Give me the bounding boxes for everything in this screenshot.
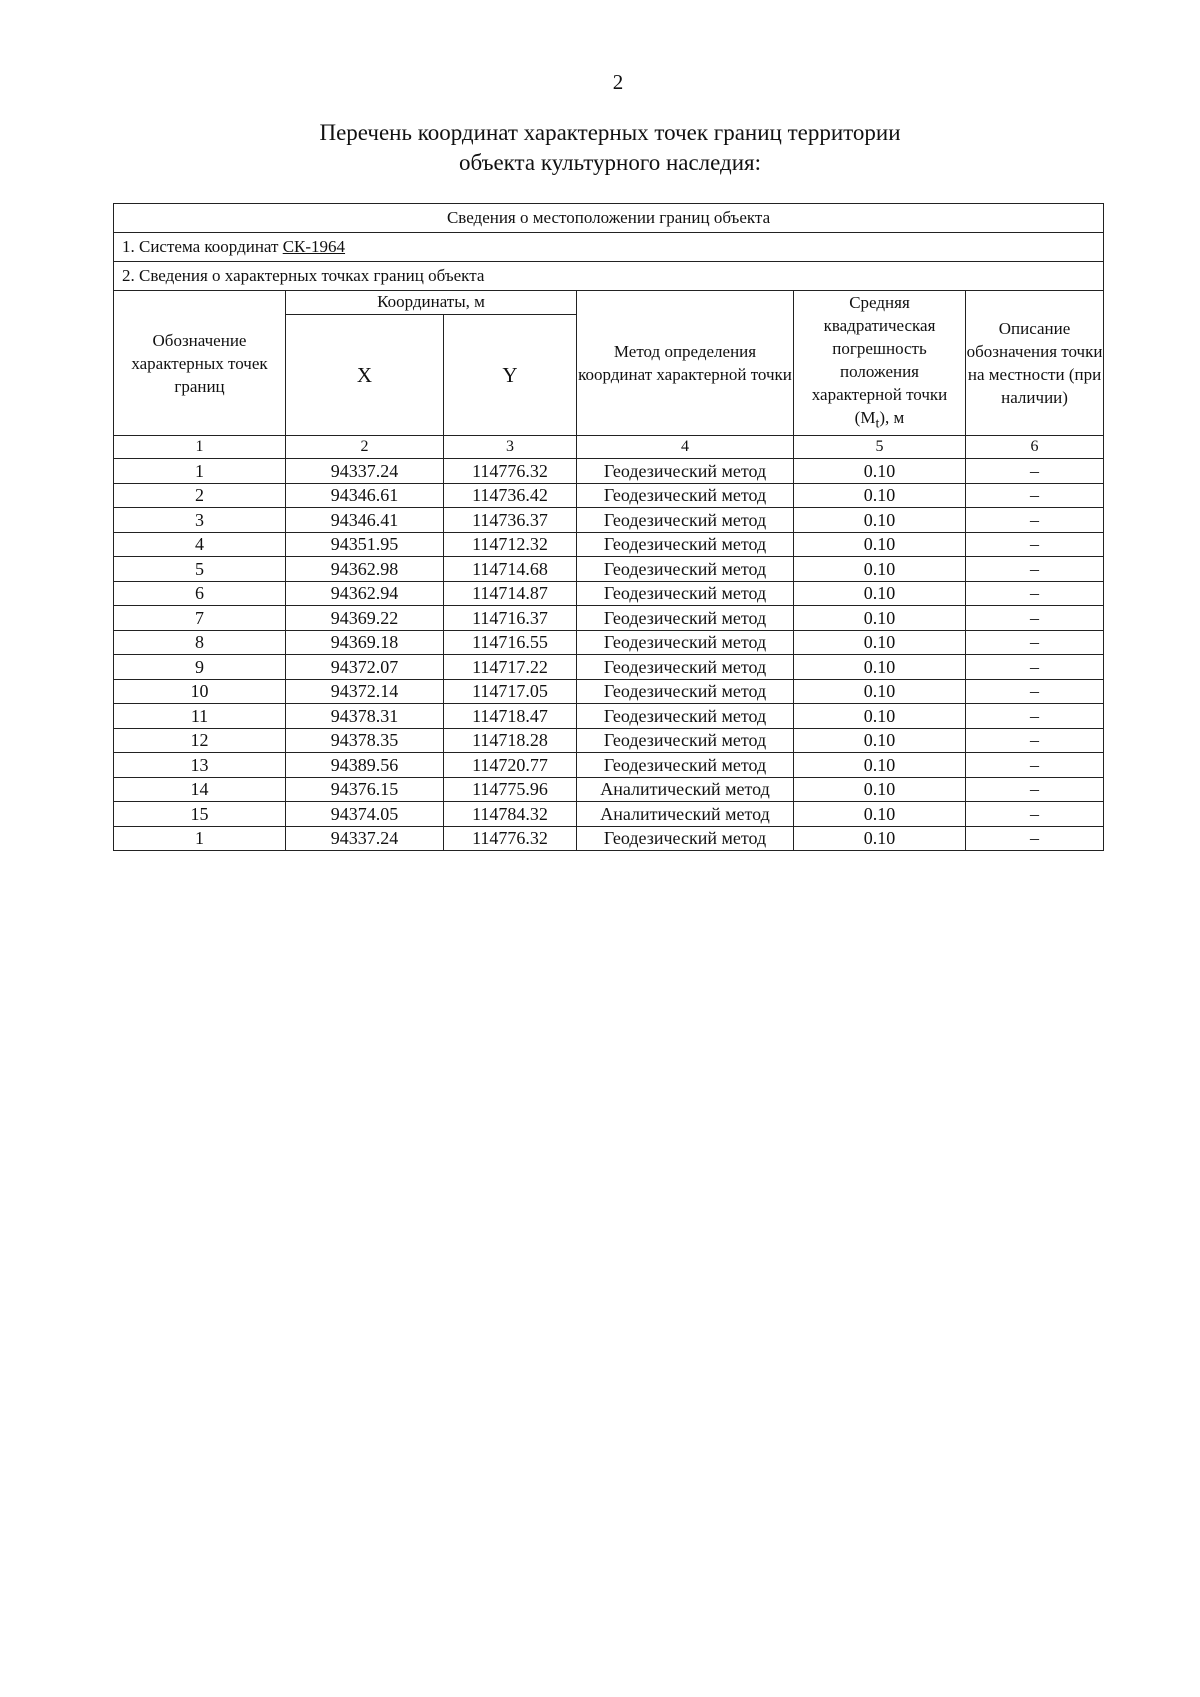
cell-method: Геодезический метод: [577, 630, 794, 655]
cell-description: –: [966, 826, 1104, 851]
cell-description: –: [966, 581, 1104, 606]
table-row: [114, 728, 1104, 753]
table-row: [114, 655, 1104, 680]
document-title: [270, 118, 950, 178]
cell-point: 4: [114, 532, 286, 557]
cell-error: 0.10: [794, 508, 966, 533]
column-numbers-row: [114, 436, 1104, 459]
cell-method: Геодезический метод: [577, 483, 794, 508]
cell-description: –: [966, 679, 1104, 704]
cell-point: 1: [114, 459, 286, 484]
cell-error: 0.10: [794, 606, 966, 631]
cell-y: 114720.77: [444, 753, 577, 778]
cell-description: –: [966, 532, 1104, 557]
column-number: 4: [577, 436, 794, 459]
cell-error: 0.10: [794, 679, 966, 704]
col-header-method: Метод определения координат характерной точки: [577, 291, 794, 436]
table-row: [114, 777, 1104, 802]
cell-method: Геодезический метод: [577, 606, 794, 631]
cell-description: –: [966, 557, 1104, 582]
cell-error: 0.10: [794, 483, 966, 508]
cell-error: 0.10: [794, 777, 966, 802]
cell-x: 94346.41: [286, 508, 444, 533]
cell-x: 94351.95: [286, 532, 444, 557]
cell-error: 0.10: [794, 802, 966, 827]
cell-method: Геодезический метод: [577, 508, 794, 533]
cell-error: 0.10: [794, 826, 966, 851]
cell-error: 0.10: [794, 630, 966, 655]
column-number: 6: [966, 436, 1104, 459]
cell-x: 94369.18: [286, 630, 444, 655]
column-number: 2: [286, 436, 444, 459]
cell-method: Аналитический метод: [577, 802, 794, 827]
cell-method: Аналитический метод: [577, 777, 794, 802]
cell-description: –: [966, 728, 1104, 753]
cell-x: 94372.07: [286, 655, 444, 680]
col-header-coordinates: Координаты, м: [286, 291, 577, 315]
page-number: 2: [612, 70, 624, 94]
cell-description: –: [966, 459, 1104, 484]
cell-description: –: [966, 802, 1104, 827]
cell-point: 2: [114, 483, 286, 508]
cell-y: 114718.47: [444, 704, 577, 729]
cell-x: 94372.14: [286, 679, 444, 704]
cell-description: –: [966, 753, 1104, 778]
cell-point: 9: [114, 655, 286, 680]
cell-method: Геодезический метод: [577, 655, 794, 680]
cell-y: 114717.22: [444, 655, 577, 680]
cell-error: 0.10: [794, 581, 966, 606]
cell-description: –: [966, 508, 1104, 533]
title-line-1: Перечень координат характерных точек границ территории: [319, 120, 901, 145]
col-header-error: [794, 291, 966, 436]
points-info-row: 2. Сведения о характерных точках границ объекта: [114, 262, 1104, 291]
table-row: [114, 704, 1104, 729]
cell-y: 114716.37: [444, 606, 577, 631]
coordinate-system-row: [114, 233, 1104, 262]
cell-point: 13: [114, 753, 286, 778]
cell-y: 114784.32: [444, 802, 577, 827]
col-header-error-unit: ), м: [879, 408, 905, 427]
cell-description: –: [966, 777, 1104, 802]
cell-method: Геодезический метод: [577, 704, 794, 729]
cell-point: 7: [114, 606, 286, 631]
title-line-2: объекта культурного наследия:: [458, 150, 762, 175]
cell-x: 94378.31: [286, 704, 444, 729]
cell-method: Геодезический метод: [577, 459, 794, 484]
cell-error: 0.10: [794, 753, 966, 778]
cell-y: 114736.37: [444, 508, 577, 533]
table-row: [114, 557, 1104, 582]
cell-point: 15: [114, 802, 286, 827]
cell-description: –: [966, 704, 1104, 729]
cell-description: –: [966, 483, 1104, 508]
cell-method: Геодезический метод: [577, 679, 794, 704]
cell-x: 94362.94: [286, 581, 444, 606]
table-row: [114, 483, 1104, 508]
coordinate-system-label: 1. Система координат: [122, 237, 279, 256]
cell-error: 0.10: [794, 704, 966, 729]
cell-x: 94369.22: [286, 606, 444, 631]
col-header-point: Обозначение характерных точек границ: [114, 291, 286, 436]
cell-error: 0.10: [794, 557, 966, 582]
cell-y: 114775.96: [444, 777, 577, 802]
cell-y: 114736.42: [444, 483, 577, 508]
cell-y: 114718.28: [444, 728, 577, 753]
cell-y: 114716.55: [444, 630, 577, 655]
cell-x: 94337.24: [286, 826, 444, 851]
table-row: [114, 679, 1104, 704]
table-row: [114, 753, 1104, 778]
col-header-error-subscript: t: [875, 415, 880, 432]
cell-method: Геодезический метод: [577, 581, 794, 606]
cell-error: 0.10: [794, 532, 966, 557]
col-header-error-text: Средняя квадратическая погрешность положения характерной точки (M: [811, 293, 948, 427]
coordinates-table: [113, 203, 1104, 851]
cell-method: Геодезический метод: [577, 532, 794, 557]
table-row: [114, 606, 1104, 631]
cell-y: 114717.05: [444, 679, 577, 704]
cell-point: 6: [114, 581, 286, 606]
cell-point: 10: [114, 679, 286, 704]
cell-x: 94378.35: [286, 728, 444, 753]
table-row: [114, 581, 1104, 606]
table-row: [114, 826, 1104, 851]
cell-method: Геодезический метод: [577, 728, 794, 753]
cell-point: 3: [114, 508, 286, 533]
cell-description: –: [966, 606, 1104, 631]
cell-description: –: [966, 655, 1104, 680]
column-number: 5: [794, 436, 966, 459]
cell-x: 94362.98: [286, 557, 444, 582]
cell-y: 114712.32: [444, 532, 577, 557]
col-header-y: Y: [444, 314, 577, 436]
column-number: 1: [114, 436, 286, 459]
cell-method: Геодезический метод: [577, 826, 794, 851]
cell-y: 114714.87: [444, 581, 577, 606]
cell-x: 94376.15: [286, 777, 444, 802]
cell-x: 94346.61: [286, 483, 444, 508]
cell-method: Геодезический метод: [577, 557, 794, 582]
cell-y: 114776.32: [444, 459, 577, 484]
cell-point: 11: [114, 704, 286, 729]
table-row: [114, 532, 1104, 557]
cell-description: –: [966, 630, 1104, 655]
coordinate-system-name: СК-1964: [282, 237, 346, 256]
table-row: [114, 630, 1104, 655]
column-number: 3: [444, 436, 577, 459]
cell-point: 5: [114, 557, 286, 582]
section-title: Сведения о местоположении границ объекта: [114, 204, 1104, 233]
col-header-description: Описание обозначения точки на местности (при наличии): [966, 291, 1104, 436]
cell-x: 94337.24: [286, 459, 444, 484]
cell-point: 14: [114, 777, 286, 802]
cell-y: 114714.68: [444, 557, 577, 582]
cell-method: Геодезический метод: [577, 753, 794, 778]
cell-x: 94389.56: [286, 753, 444, 778]
table-row: [114, 459, 1104, 484]
col-header-x: X: [286, 314, 444, 436]
cell-error: 0.10: [794, 728, 966, 753]
cell-x: 94374.05: [286, 802, 444, 827]
cell-point: 1: [114, 826, 286, 851]
table-row: [114, 802, 1104, 827]
cell-point: 8: [114, 630, 286, 655]
cell-y: 114776.32: [444, 826, 577, 851]
cell-point: 12: [114, 728, 286, 753]
table-row: [114, 508, 1104, 533]
cell-error: 0.10: [794, 459, 966, 484]
cell-error: 0.10: [794, 655, 966, 680]
